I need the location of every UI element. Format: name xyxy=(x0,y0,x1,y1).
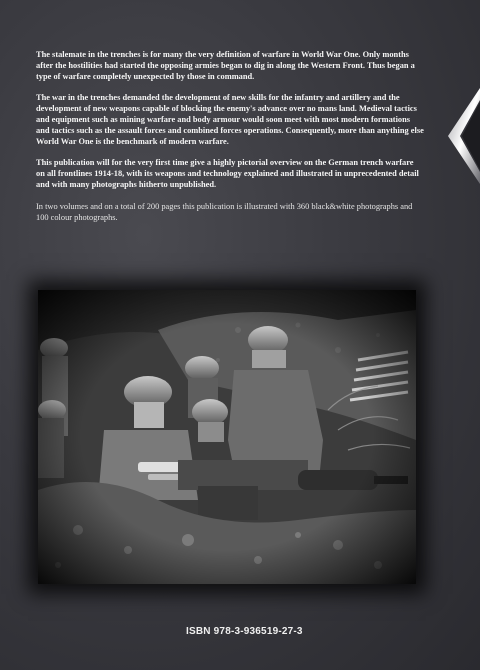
isbn-number: ISBN 978-3-936519-27-3 xyxy=(186,626,303,637)
description-text xyxy=(36,50,424,234)
trench-photograph xyxy=(38,290,416,584)
paragraph-volumes: In two volumes and on a total of 200 pages this publication is illustrated with 360 black&white photographs and 100 colour photographs. xyxy=(36,201,413,222)
paragraph-publication: This publication will for the very first time give a highly pictorial overview on the German trench warfare on all frontlines 1914-18, with its weapons and technology explained and illustrated in unprecedented detail and with many photographs hitherto unpublished. xyxy=(36,158,419,189)
paragraph-trench-war: The war in the trenches demanded the development of new skills for the infantry and artillery and the development of new weapons capable of blocking the enemy's advance over no mans land. Medieval tactics and equipment such as mining warfare and body armour would soon meet with most modern formations and tactics such as the assault forces and combined forces operations. Consequently, more than anything else World War One is the benchmark of modern warfare. xyxy=(36,93,424,146)
chevron-right-icon xyxy=(440,88,480,184)
soldiers-machine-gun-image xyxy=(38,290,416,584)
paragraph-stalemate: The stalemate in the trenches is for many the very definition of warfare in World War One. Only months after the hostilities had started the opposing armies began to dig in along the Western Front. Thus began a type of warfare completely unexpected by those in command. xyxy=(36,50,415,81)
